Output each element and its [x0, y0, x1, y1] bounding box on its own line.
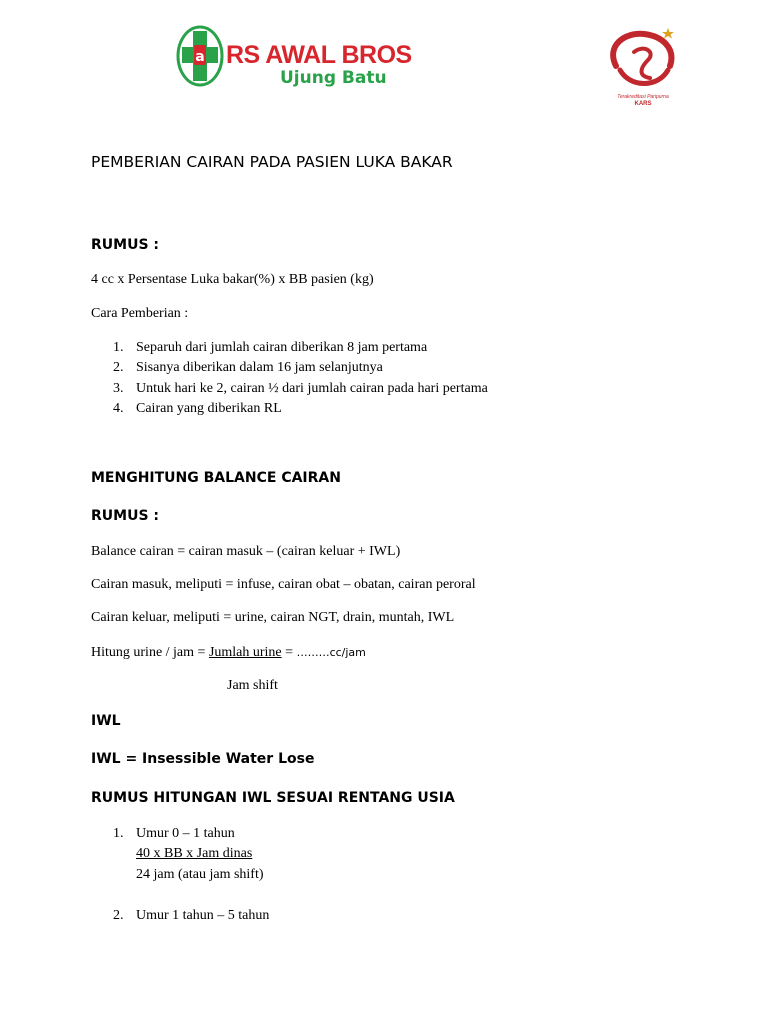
list-item: 1. Separuh dari jumlah cairan diberikan 8 jam pertama: [113, 340, 428, 355]
rumus-subheading: RUMUS :: [91, 508, 160, 524]
urine-result: ………cc/jam: [296, 646, 366, 659]
iwl-definition: IWL = Insessible Water Lose: [91, 751, 315, 767]
age-item-label: Umur 0 – 1 tahun: [136, 826, 235, 841]
age-formula-numerator: 40 x BB x Jam dinas: [136, 846, 253, 861]
balance-heading: MENGHITUNG BALANCE CAIRAN: [91, 470, 341, 486]
hospital-name: RS AWAL BROS: [226, 41, 412, 69]
age-item-label: Umur 1 tahun – 5 tahun: [136, 908, 270, 923]
method-label: Cara Pemberian :: [91, 306, 189, 321]
kars-emblem-icon: [604, 26, 682, 94]
method-steps: [113, 338, 488, 419]
age-item-number: 1.: [113, 826, 124, 841]
list-item: 3. Untuk hari ke 2, cairan ½ dari jumlah cairan pada hari pertama: [113, 380, 488, 396]
svg-text:a: a: [195, 49, 205, 65]
list-item: 2. Sisanya diberikan dalam 16 jam selanjutnya: [113, 360, 383, 376]
hospital-branch: Ujung Batu: [280, 68, 387, 88]
hospital-logo: [176, 24, 412, 94]
balance-formula: Balance cairan = cairan masuk – (cairan keluar + IWL): [91, 544, 401, 559]
urine-denominator: Jam shift: [227, 678, 278, 693]
fluid-formula: 4 cc x Persentase Luka bakar(%) x BB pasien (kg): [91, 272, 374, 287]
iwl-heading: IWL: [91, 713, 121, 729]
accreditation-body: KARS: [634, 101, 652, 107]
page-title: PEMBERIAN CAIRAN PADA PASIEN LUKA BAKAR: [91, 153, 453, 171]
urine-numerator: Jumlah urine: [208, 645, 282, 660]
rumus-heading: RUMUS :: [91, 237, 160, 253]
accreditation-logo: [604, 26, 682, 122]
iwl-age-heading: RUMUS HITUNGAN IWL SESUAI RENTANG USIA: [91, 790, 455, 806]
age-formula-denominator: 24 jam (atau jam shift): [136, 867, 264, 882]
urine-formula: Hitung urine / jam = Jumlah urine = ………cc/jam: [91, 645, 366, 660]
age-item-number: 2.: [113, 908, 124, 923]
list-item: 4. Cairan yang diberikan RL: [113, 400, 282, 416]
medical-cross-icon: [176, 25, 224, 87]
accreditation-text: Terakreditasi Paripurna: [617, 94, 669, 100]
output-definition: Cairan keluar, meliputi = urine, cairan NGT, drain, muntah, IWL: [91, 610, 455, 625]
intake-definition: Cairan masuk, meliputi = infuse, cairan obat – obatan, cairan peroral: [91, 577, 476, 592]
